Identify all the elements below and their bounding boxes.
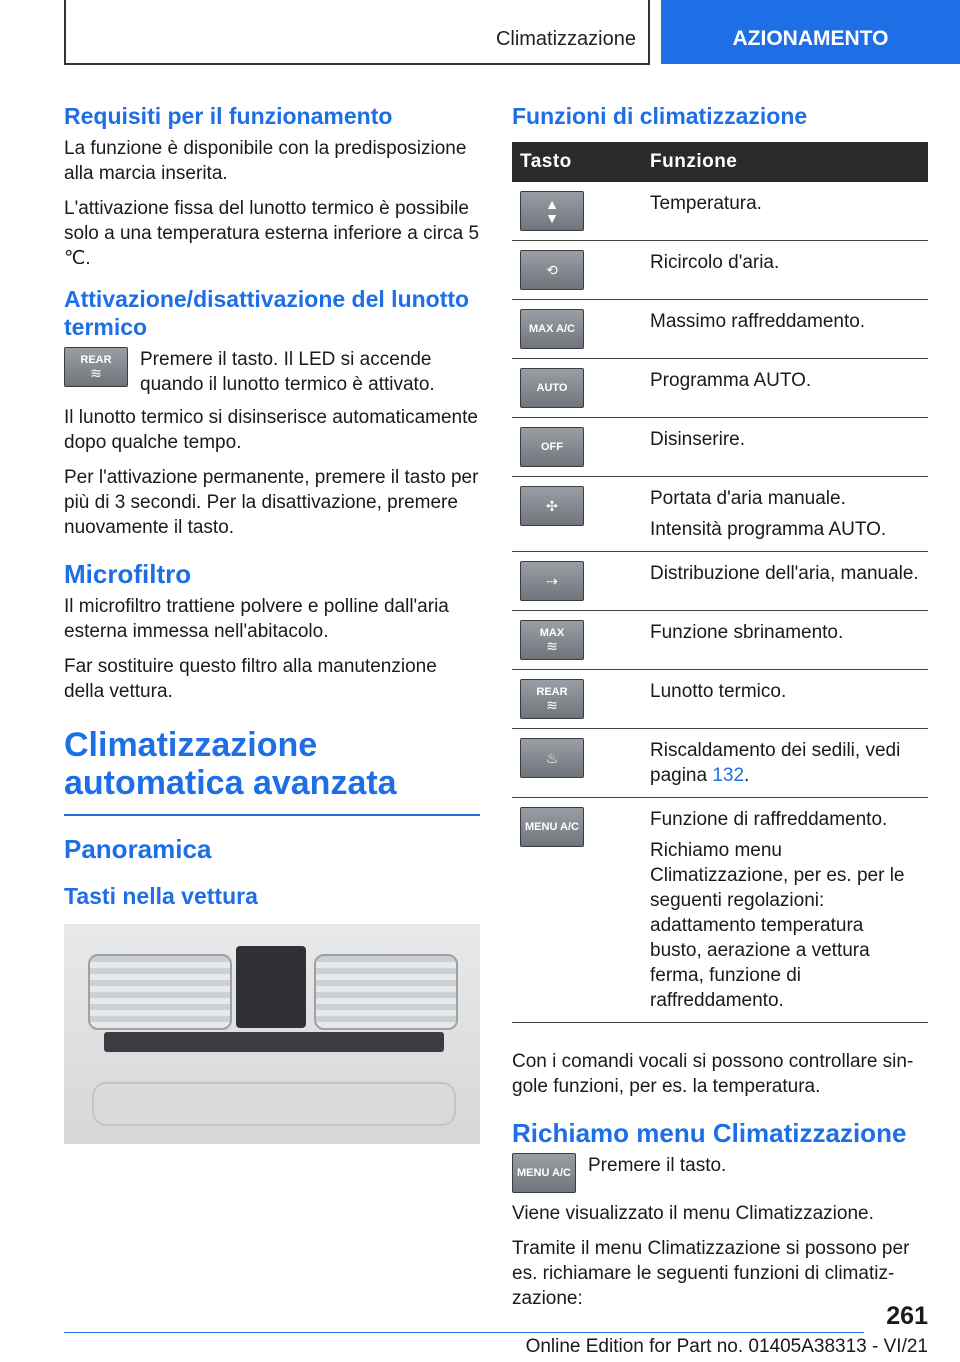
function-text — [650, 620, 920, 645]
menu-ac-label: MENU A/C — [517, 1167, 571, 1179]
rear-defrost-instruction — [64, 347, 480, 397]
table-row — [512, 359, 928, 418]
function-cell — [642, 359, 928, 418]
rear-defrost-text-1: Premere il tasto. Il LED si accende quando il lunotto termico è attivato. — [140, 349, 435, 395]
rear-icon-label: REAR — [80, 354, 112, 366]
key-glyph: ⇢ — [546, 573, 558, 589]
function-text — [650, 679, 920, 704]
function-description: Ricircolo d'aria. — [650, 252, 780, 273]
key-label: OFF — [541, 441, 563, 453]
function-text — [650, 250, 920, 275]
function-description: Funzione di raffreddamento. — [650, 809, 888, 830]
overview-heading: Panoramica — [64, 834, 212, 864]
function-text — [650, 561, 920, 586]
header-rule-mid — [648, 0, 650, 64]
climate-functions-heading: Funzioni di climatizzazione — [512, 103, 808, 129]
recirculation-icon — [520, 250, 584, 290]
function-text — [650, 191, 920, 216]
key-label: MAX A/C — [528, 323, 576, 335]
rear-defrost-heading: Attivazione/disattivazione del lunotto termico — [64, 286, 470, 340]
function-description: Temperatura. — [650, 193, 762, 214]
requirements-text-1: La funzione è disponibile con la predisposizione alla marcia inserita. — [64, 138, 467, 184]
function-description: Massimo raffreddamento. — [650, 311, 866, 332]
key-cell — [512, 241, 642, 300]
function-detail: Richiamo menu Climatizzazione, per es. per le seguenti regolazioni: adattamento temperatura busto, aerazione a vettura ferma, funzione di raffreddamento. — [650, 840, 905, 1011]
table-row — [512, 611, 928, 670]
key-cell — [512, 611, 642, 670]
function-cell — [642, 611, 928, 670]
table-row — [512, 477, 928, 552]
header-rule-left — [64, 0, 66, 64]
climate-control-panel — [104, 1032, 444, 1052]
header-section-title: Climatizzazione — [495, 28, 636, 50]
climate-menu-heading: Richiamo menu Climatizzazione — [512, 1118, 907, 1148]
rear-defrost-text-3: Per l'attivazione permanente, premere il tasto per più di 3 secondi. Per la disattivazione, premere nuovamente il tasto. — [64, 467, 479, 538]
key-glyph: ✣ — [546, 498, 558, 514]
max-defrost-icon — [520, 620, 584, 660]
page-link[interactable]: 132 — [712, 765, 745, 786]
fan-icon — [520, 486, 584, 526]
function-cell — [642, 477, 928, 552]
function-description: Portata d'aria manuale. — [650, 488, 846, 509]
table-row — [512, 418, 928, 477]
function-cell — [642, 729, 928, 798]
function-text — [650, 368, 920, 393]
key-glyph: ♨ — [545, 750, 559, 766]
table-row — [512, 300, 928, 359]
function-text — [650, 309, 920, 334]
function-cell — [642, 670, 928, 729]
climate-menu-text-3: Tramite il menu Climatizzazione si possono per es. richiamare le seguenti funzioni di climatizzazione: — [512, 1238, 910, 1309]
key-label: AUTO — [536, 382, 568, 394]
function-description: Disinserire. — [650, 429, 746, 450]
off-icon — [520, 427, 584, 467]
function-cell — [642, 798, 928, 1023]
microfilter-text-1: Il microfiltro trattiene polvere e polline dall'aria esterna immessa nell'abitacolo. — [64, 596, 449, 642]
climate-menu-text-2: Viene visualizzato il menu Climatizzazione. — [512, 1203, 874, 1224]
air-distribution-icon — [520, 561, 584, 601]
key-glyph: ▼ — [545, 210, 559, 226]
voice-control-text: Con i comandi vocali si possono controllare singole funzioni, per es. la temperatura. — [512, 1051, 914, 1097]
function-cell — [642, 552, 928, 611]
key-cell — [512, 418, 642, 477]
auto-icon — [520, 368, 584, 408]
requirements-heading: Requisiti per il funzionamento — [64, 103, 393, 129]
car-buttons-heading: Tasti nella vettura — [64, 883, 258, 909]
function-description: Distribuzione dell'aria, manuale. — [650, 563, 919, 584]
dashboard-photo — [64, 924, 480, 1144]
climate-menu-text-1: Premere il tasto. — [588, 1155, 727, 1176]
key-cell — [512, 182, 642, 241]
menu-ac-icon — [520, 807, 584, 847]
function-description: Funzione sbrinamento. — [650, 622, 844, 643]
heading-rule — [64, 814, 480, 816]
key-cell — [512, 477, 642, 552]
right-column — [512, 102, 928, 1321]
auto-climate-heading: Climatizzazione automatica avanzata — [64, 726, 397, 802]
function-description: Lunotto termico. — [650, 681, 787, 702]
function-cell — [642, 182, 928, 241]
column-header-key: Tasto — [512, 142, 642, 182]
left-air-vent — [88, 954, 232, 1030]
function-description: Riscaldamento dei sedili, vedi pagina — [650, 740, 901, 786]
function-detail: Intensità programma AUTO. — [650, 519, 887, 540]
key-cell — [512, 670, 642, 729]
menu-ac-button-icon — [512, 1153, 576, 1193]
column-header-function: Funzione — [642, 142, 928, 182]
key-cell — [512, 729, 642, 798]
climate-functions-table — [512, 142, 928, 1023]
defrost-waves-icon: ≋ — [90, 365, 102, 381]
function-description: Programma AUTO. — [650, 370, 812, 391]
footer-edition: Online Edition for Part no. 01405A38313 - VI/21 — [525, 1336, 928, 1357]
key-glyph: ≋ — [546, 697, 558, 713]
key-glyph: ⟲ — [546, 262, 558, 278]
function-text: Riscaldamento dei sedili, vedi pagina 132. — [650, 740, 901, 786]
climate-menu-instruction — [512, 1153, 928, 1193]
header-rule-bottom — [64, 63, 650, 65]
microfilter-text-2: Far sostituire questo filtro alla manutenzione della vettura. — [64, 656, 437, 702]
temperature-icon — [520, 191, 584, 231]
function-cell — [642, 300, 928, 359]
right-air-vent — [314, 954, 458, 1030]
requirements-text-2: L'attivazione fissa del lunotto termico è possibile solo a una temperatura esterna inferiore a circa 5 ℃. — [64, 198, 480, 269]
key-cell — [512, 359, 642, 418]
key-cell — [512, 552, 642, 611]
rear-defrost-text-2: Il lunotto termico si disinserisce automaticamente dopo qualche tempo. — [64, 407, 478, 453]
key-label: MAX — [539, 627, 565, 639]
rear-defrost-button-icon — [64, 347, 128, 387]
table-row — [512, 182, 928, 241]
key-label: MENU A/C — [525, 821, 579, 833]
function-text — [650, 807, 920, 832]
function-text — [650, 427, 920, 452]
key-label: REAR — [536, 686, 568, 698]
left-column — [64, 102, 480, 1144]
key-cell — [512, 798, 642, 1023]
key-glyph: ≋ — [546, 638, 558, 654]
page-number: 261 — [886, 1302, 928, 1330]
table-row — [512, 241, 928, 300]
header-chapter-tab[interactable]: AZIONAMENTO — [661, 0, 960, 64]
table-row — [512, 670, 928, 729]
rear-defrost-icon — [520, 679, 584, 719]
max-ac-icon — [520, 309, 584, 349]
table-header-row — [512, 142, 928, 182]
microfilter-heading: Microfiltro — [64, 559, 192, 589]
key-glyph: ▲ — [545, 196, 559, 212]
function-text — [650, 486, 920, 511]
table-row — [512, 729, 928, 798]
seat-heating-icon — [520, 738, 584, 778]
center-screen — [236, 946, 306, 1028]
key-cell — [512, 300, 642, 359]
function-cell — [642, 241, 928, 300]
lower-console — [92, 1082, 456, 1126]
function-cell — [642, 418, 928, 477]
table-row — [512, 798, 928, 1023]
table-row — [512, 552, 928, 611]
footer-rule — [64, 1332, 864, 1333]
